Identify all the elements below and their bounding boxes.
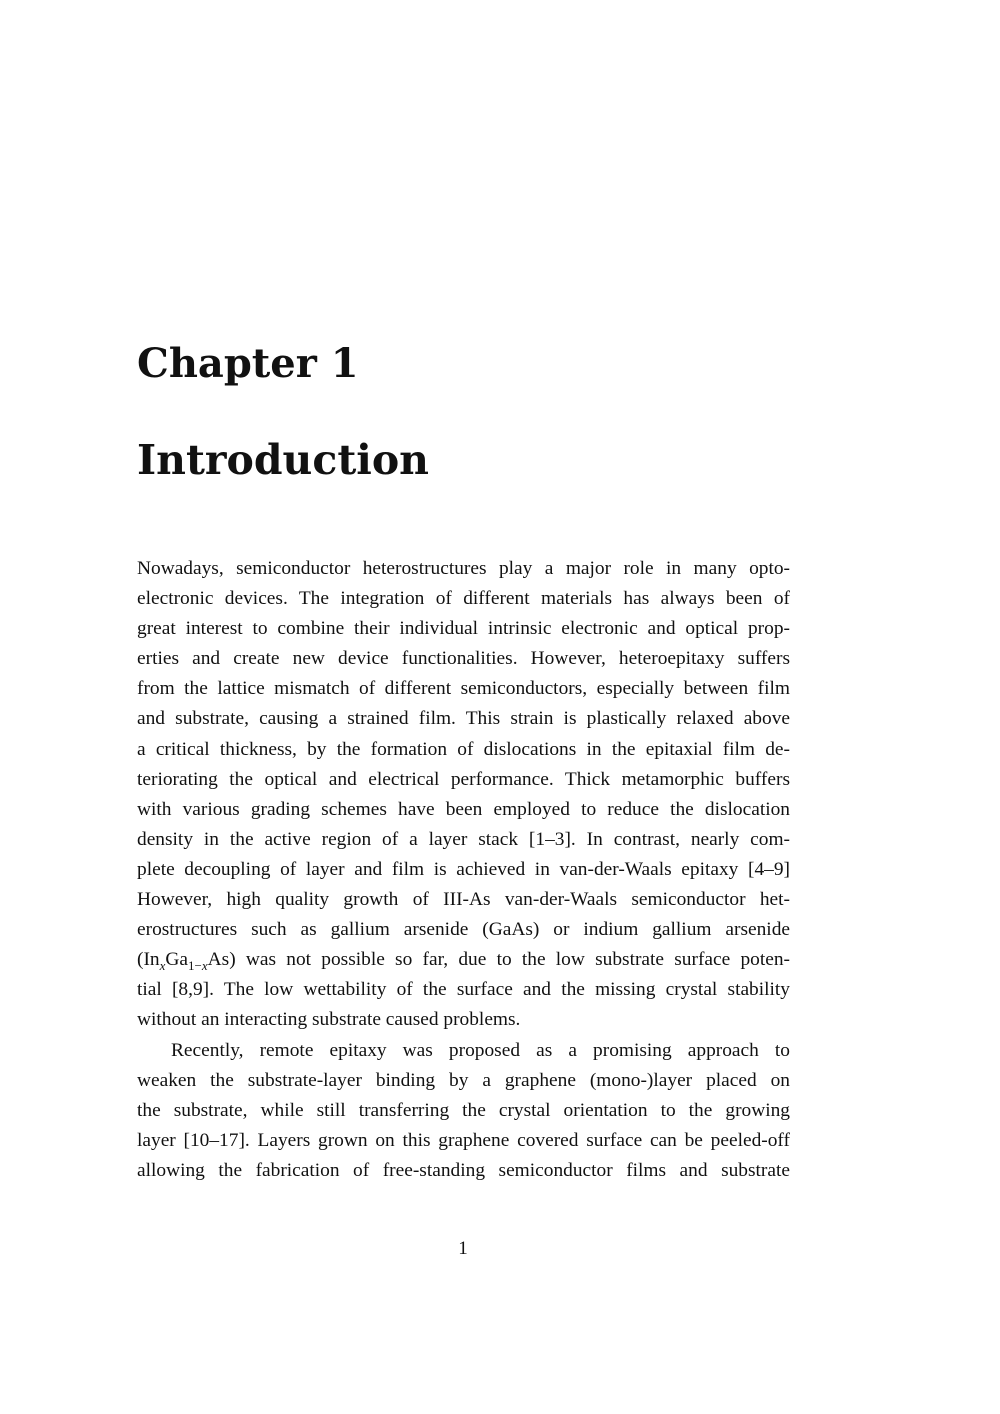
text-line: weaken the substrate-layer binding by a graphene (mono-)layer placed on: [137, 1069, 790, 1091]
text-line: electronic devices. The integration of different materials has always been of: [137, 588, 790, 610]
formula-open: (In: [137, 949, 160, 971]
text-line: erties and create new device functionalities. However, heteroepitaxy suffers: [137, 648, 790, 670]
chapter-title: Introduction: [137, 436, 429, 484]
text-line: However, high quality growth of III-As van-der-Waals semiconductor het-: [137, 889, 790, 911]
formula-rest: As) was not possible so far, due to the low substrate surface poten-: [207, 949, 790, 971]
subscript-one-minus: 1−: [188, 958, 202, 974]
text-line: a critical thickness, by the formation of dislocations in the epitaxial film de-: [137, 738, 790, 760]
text-line: Nowadays, semiconductor heterostructures play a major role in many opto-: [137, 558, 790, 579]
text-line: allowing the fabrication of free-standing semiconductor films and substrate: [137, 1159, 790, 1181]
text-line: with various grading schemes have been employed to reduce the dislocation: [137, 798, 790, 820]
text-line: tial [8,9]. The low wettability of the surface and the missing crystal stability: [137, 979, 790, 1001]
formula-ga: Ga: [165, 949, 189, 971]
text-line: the substrate, while still transferring the crystal orientation to the growing: [137, 1099, 790, 1121]
text-line: plete decoupling of layer and film is achieved in van-der-Waals epitaxy [4–9]: [137, 858, 790, 880]
formula-text-line: [137, 945, 790, 975]
subscript-x: x: [159, 958, 166, 974]
subscript-x: x: [201, 958, 208, 974]
text-line: density in the active region of a layer stack [1–3]. In contrast, nearly com-: [137, 828, 790, 850]
text-line: erostructures such as gallium arsenide (GaAs) or indium gallium arsenide: [137, 919, 790, 941]
text-line: and substrate, causing a strained film. This strain is plastically relaxed above: [137, 708, 790, 730]
text-line: teriorating the optical and electrical performance. Thick metamorphic buffers: [137, 768, 790, 790]
text-line: without an interacting substrate caused problems.: [137, 1009, 521, 1031]
text-line: from the lattice mismatch of different semiconductors, especially between film: [137, 678, 790, 700]
text-line: Recently, remote epitaxy was proposed as a promising approach to: [171, 1039, 790, 1061]
text-line: great interest to combine their individual intrinsic electronic and optical prop-: [137, 618, 790, 640]
text-line: layer [10–17]. Layers grown on this graphene covered surface can be peeled-off: [137, 1129, 790, 1151]
chapter-label: Chapter 1: [137, 340, 359, 387]
page-number: 1: [458, 1238, 468, 1259]
body-text: [137, 554, 790, 1186]
